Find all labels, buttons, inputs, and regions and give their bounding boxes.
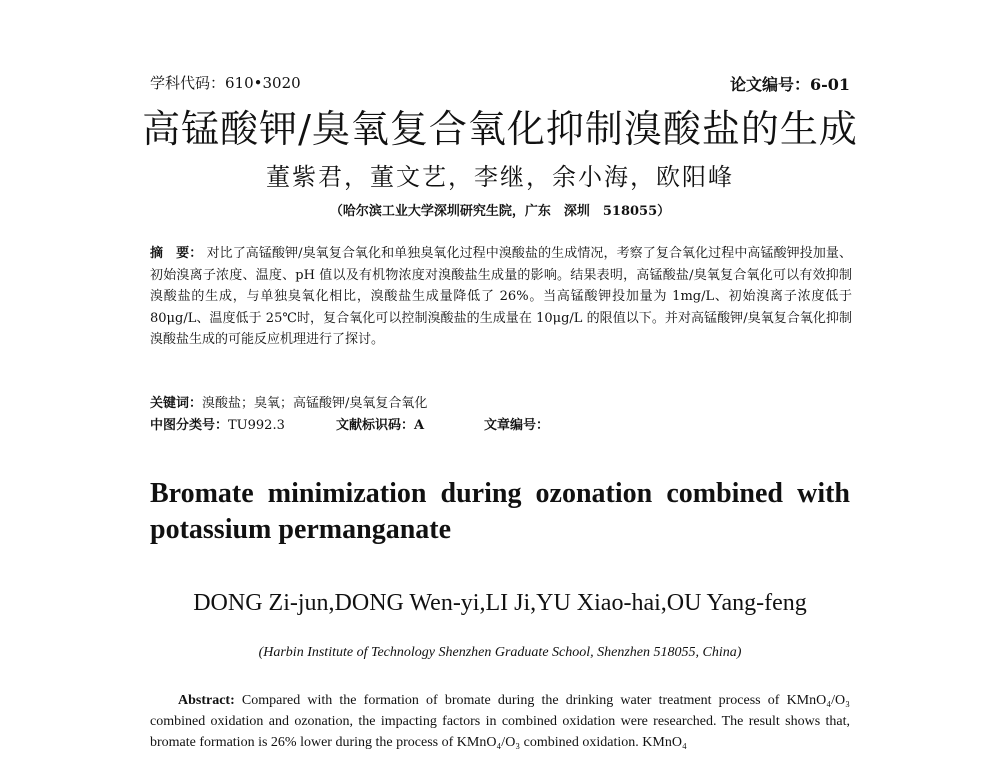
affiliation-chinese: （哈尔滨工业大学深圳研究生院，广东 深圳 518055）: [329, 204, 671, 219]
abstract-chinese-label: 摘 要：: [150, 246, 203, 261]
authors-english: DONG Zi-jun,DONG Wen-yi,LI Ji,YU Xiao-hai,OU Yang-feng: [193, 590, 807, 616]
abstract-english: [150, 690, 850, 753]
clc-field: [150, 414, 336, 433]
affiliation-english: (Harbin Institute of Technology Shenzhen Graduate School, Shenzhen 518055, China): [258, 645, 742, 660]
abstract-chinese-text: 对比了高锰酸钾/臭氧复合氧化和单独臭氧化过程中溴酸盐的生成情况，考察了复合氧化过程中高锰酸钾投加量、初始溴离子浓度、温度、pH 值以及有机物浓度对溴酸盐生成量的影响。结果表明，高锰酸盐/臭氧复合氧化可以有效抑制溴酸盐的生成，与单独臭氧化相比，溴酸盐生成量降低了 26%。当高锰酸钾投加量为 1mg/L、初始溴离子浓度低于 80μg/L、温度低于 25℃时，复合氧化可以控制溴酸盐的生成量在 10μg/L 的限值以下。并对高锰酸钾/臭氧复合氧化抑制溴酸盐生成的可能反应机理进行了探讨。: [150, 246, 852, 347]
article-no-label: 文章编号：: [484, 418, 550, 433]
doc-code-field: [336, 414, 484, 433]
title-english: Bromate minimization during ozonation combined with potassium permanganate: [150, 478, 850, 545]
classification-line: [150, 414, 549, 433]
keywords-chinese: [150, 392, 427, 411]
doc-code-label: 文献标识码：: [336, 418, 415, 433]
subject-code: 学科代码：610•3020: [150, 74, 301, 92]
keywords-label: 关键词：: [150, 396, 203, 411]
doc-code-value: A: [414, 418, 425, 433]
clc-label: 中图分类号：: [150, 418, 229, 433]
keywords-text: 溴酸盐；臭氧；高锰酸钾/臭氧复合氧化: [202, 396, 428, 411]
abstract-english-text: Compared with the formation of bromate during the drinking water treatment process of KMnO₄/O₃ combined oxidation and ozonation, the impacting factors in combined oxidation were researched. The result shows that, bromate formation is 26% lower during the process of KMnO₄/O₃ combined oxidation. KMnO₄: [150, 693, 850, 750]
authors-chinese: 董紫君，董文艺，李继，余小海，欧阳峰: [266, 163, 734, 191]
title-chinese: 高锰酸钾/臭氧复合氧化抑制溴酸盐的生成: [142, 107, 858, 151]
article-no-field: [484, 414, 549, 433]
clc-value: TU992.3: [228, 418, 285, 433]
paper-number: 论文编号：6-01: [729, 75, 850, 94]
abstract-chinese: [150, 243, 852, 351]
abstract-english-label: Abstract:: [178, 693, 235, 708]
